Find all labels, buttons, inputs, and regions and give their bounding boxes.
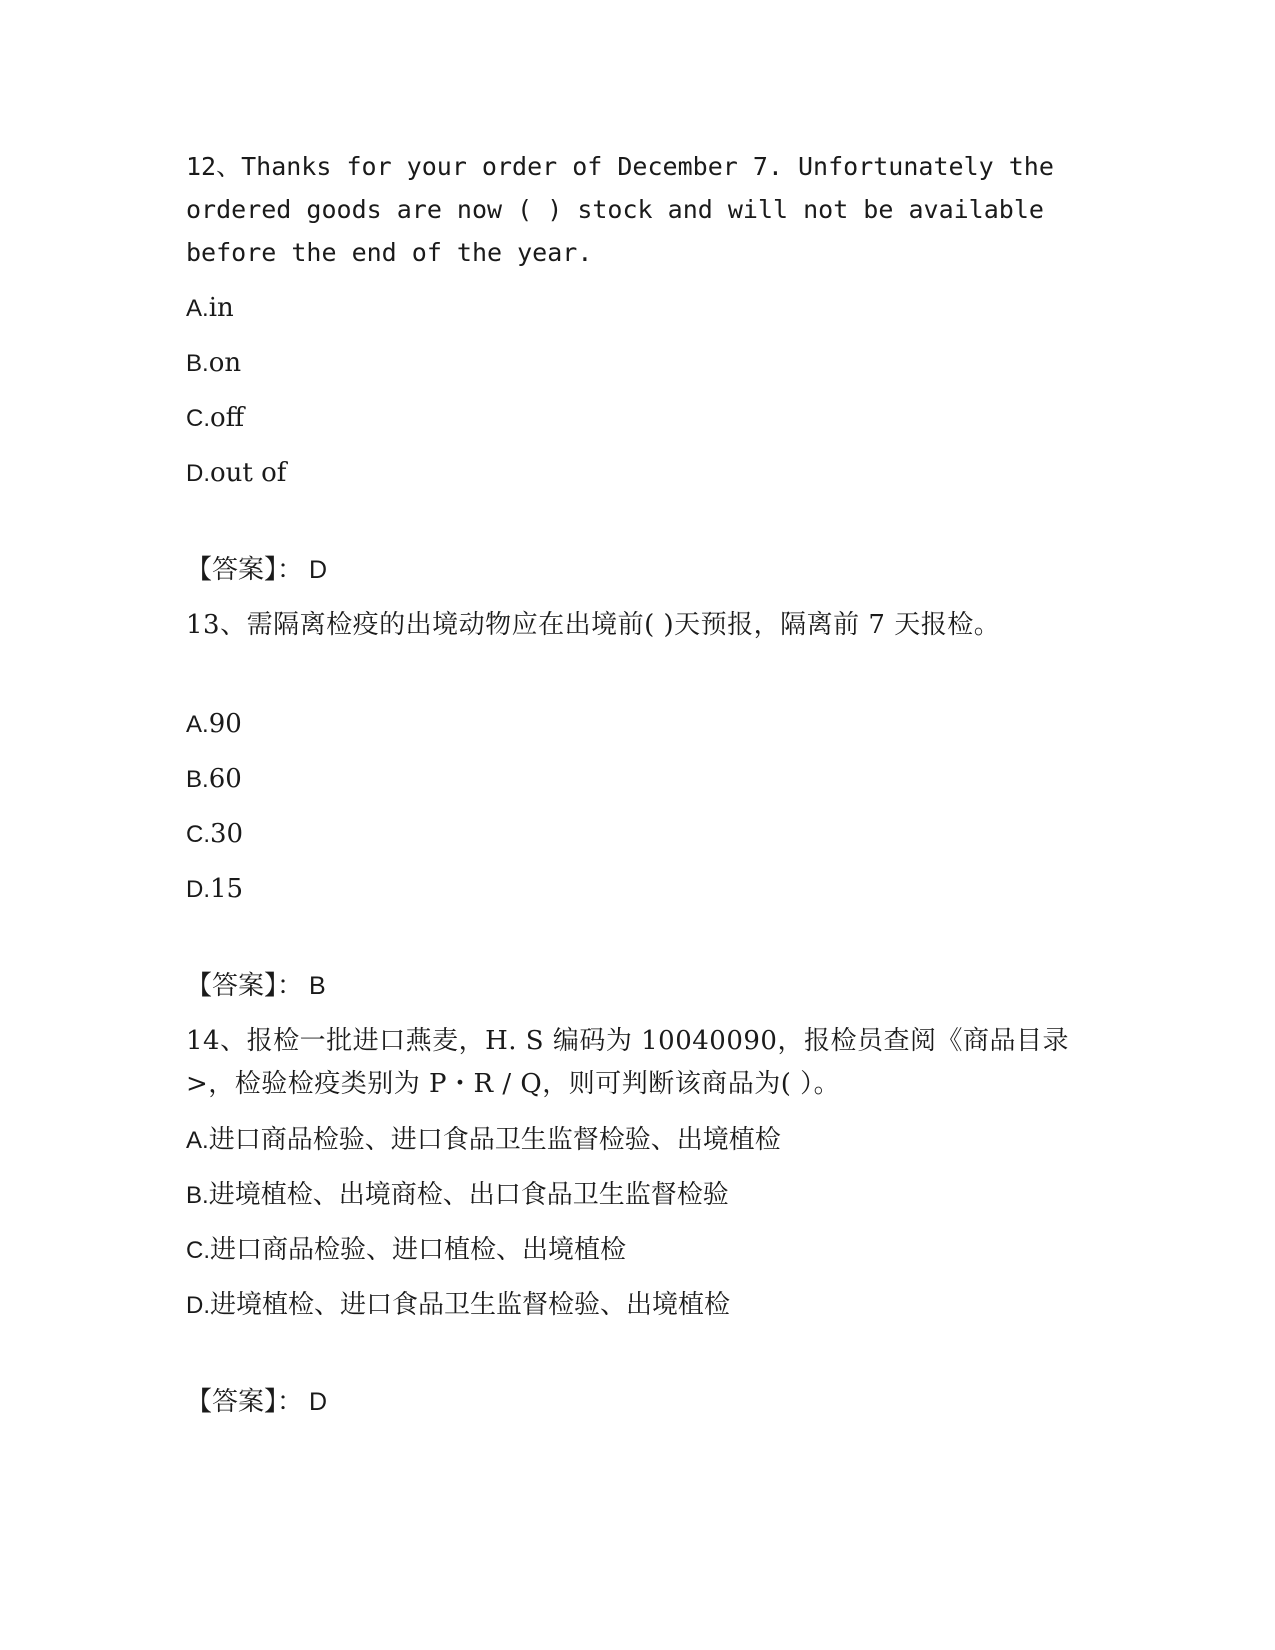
- option-label: C.: [186, 405, 210, 432]
- question-14: [186, 1020, 1086, 1106]
- question-stem: 13、需隔离检疫的出境动物应在出境前( )天预报，隔离前 7 天报检。: [186, 610, 1001, 640]
- option-text: 进口商品检验、进口植检、出境植检: [210, 1235, 627, 1265]
- option-b: [186, 762, 242, 797]
- option-label: A.: [186, 295, 209, 322]
- option-c: [186, 817, 243, 852]
- option-text: 30: [210, 819, 244, 849]
- option-label: D.: [186, 1292, 210, 1319]
- option-text: 60: [208, 764, 242, 794]
- option-text: in: [208, 293, 234, 323]
- option-label: C.: [186, 1237, 210, 1264]
- option-d: [186, 456, 286, 491]
- answer-label: 【答案】：: [186, 1387, 304, 1417]
- option-text: on: [208, 348, 242, 378]
- option-text: 进境植检、出境商检、出口食品卫生监督检验: [208, 1180, 729, 1210]
- option-text: 15: [210, 874, 244, 904]
- option-label: D.: [186, 460, 210, 487]
- option-label: A.: [186, 711, 209, 738]
- question-13: [186, 604, 1086, 647]
- option-a: [186, 1123, 781, 1158]
- question-stem: 14、报检一批进口燕麦，H. S 编码为 10040090，报检员查阅《商品目录>，检验检疫类别为 P・R / Q，则可判断该商品为( ）。: [186, 1026, 1069, 1099]
- option-label: B.: [186, 350, 209, 377]
- option-label: B.: [186, 766, 209, 793]
- option-d: [186, 1288, 730, 1323]
- option-b: [186, 1178, 729, 1213]
- option-text: 90: [208, 709, 242, 739]
- question-12: [186, 145, 1086, 274]
- answer-13: [186, 969, 326, 1003]
- option-label: B.: [186, 1182, 209, 1209]
- answer-letter: D: [309, 1388, 328, 1416]
- option-label: D.: [186, 876, 210, 903]
- option-b: [186, 346, 241, 381]
- answer-letter: B: [309, 972, 326, 1000]
- option-label: A.: [186, 1127, 209, 1154]
- question-stem: 12、Thanks for your order of December 7. Unfortunately the ordered goods are now ( ) stock and will not be available before the end of the year.: [186, 152, 1054, 267]
- option-c: [186, 1233, 626, 1268]
- answer-12: [186, 553, 327, 587]
- option-text: out of: [210, 458, 287, 488]
- answer-14: [186, 1385, 327, 1419]
- option-c: [186, 401, 244, 436]
- option-text: off: [210, 403, 245, 433]
- option-d: [186, 872, 243, 907]
- answer-label: 【答案】：: [186, 555, 304, 585]
- option-a: [186, 707, 242, 742]
- option-label: C.: [186, 821, 210, 848]
- option-a: [186, 291, 234, 326]
- option-text: 进口商品检验、进口食品卫生监督检验、出境植检: [208, 1125, 781, 1155]
- answer-letter: D: [309, 556, 328, 584]
- option-text: 进境植检、进口食品卫生监督检验、出境植检: [210, 1290, 731, 1320]
- answer-label: 【答案】：: [186, 971, 304, 1001]
